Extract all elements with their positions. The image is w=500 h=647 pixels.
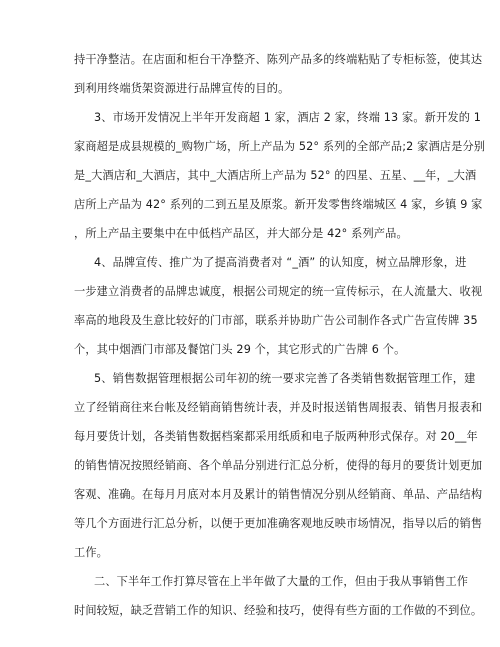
section5-line-1: 5、销售数据管理根据公司年初的统一要求完善了各类销售数据管理工作，建 <box>94 372 476 385</box>
intro-line-2: 到利用终端货架资源进行品牌宣传的目的。 <box>74 82 290 95</box>
section4-line-4: 个，其中烟酒门市部及餐馆门头 29 个，其它形式的广告牌 6 个。 <box>74 343 406 356</box>
section5-line-7: 工作。 <box>74 546 109 559</box>
section5-line-6: 等几个方面进行汇总分析，以便于更加准确客观地反映市场情况，指导以后的销售 <box>74 517 483 530</box>
section3-line-1: 3、市场开发情况上半年开发商超 1 家，酒店 2 家，终端 13 家。新开发的 1 <box>94 111 482 124</box>
section3-line-2: 家商超是成县规模的_购物广场，所上产品为 52° 系列的全部产品;2 家酒店是分别 <box>74 140 486 153</box>
section3-line-4: 店所上产品为 42° 系列的二到五星及原浆。新开发零售终端城区 4 家，乡镇 9 家 <box>74 198 483 211</box>
section5-line-2: 立了经销商往来台帐及经销商销售统计表，并及时报送销售周报表、销售月报表和 <box>74 401 483 414</box>
section5-line-5: 客观、准确。在每月月底对本月及累计的销售情况分别从经销商、单品、产品结构 <box>74 488 483 501</box>
part2-line-1: 二、下半年工作打算尽管在上半年做了大量的工作，但由于我从事销售工作 <box>94 575 469 588</box>
section4-line-1: 4、品牌宣传、推广为了提高消费者对 “_酒” 的认知度，树立品牌形象，进 <box>94 256 467 269</box>
section3-line-5: ，所上产品主要集中在中低档产品区，并大部分是 42° 系列产品。 <box>74 227 408 240</box>
part2-line-2: 时间较短，缺乏营销工作的知识、经验和技巧，使得有些方面的工作做的不到位。 <box>74 604 483 617</box>
section4-line-2: 一步建立消费者的品牌忠诚度，根据公司规定的统一宣传标示，在人流量大、收视 <box>74 285 483 298</box>
section4-line-3: 率高的地段及生意比较好的门市部，联系并协助广告公司制作各式广告宣传牌 35 <box>74 314 478 327</box>
section5-line-3: 每月要货计划，各类销售数据档案都采用纸质和电子版两种形式保存。对 20__年 <box>74 430 478 443</box>
intro-line-1: 持干净整洁。在店面和柜台干净整齐、陈列产品多的终端粘贴了专柜标签，使其达 <box>74 53 483 66</box>
section5-line-4: 的销售情况按照经销商、各个单品分别进行汇总分析，使得的每月的要货计划更加 <box>74 459 483 472</box>
section3-line-3: 是_大酒店和_大酒店，其中_大酒店所上产品为 52° 的四星、五星、__年，_大酒 <box>74 169 477 182</box>
